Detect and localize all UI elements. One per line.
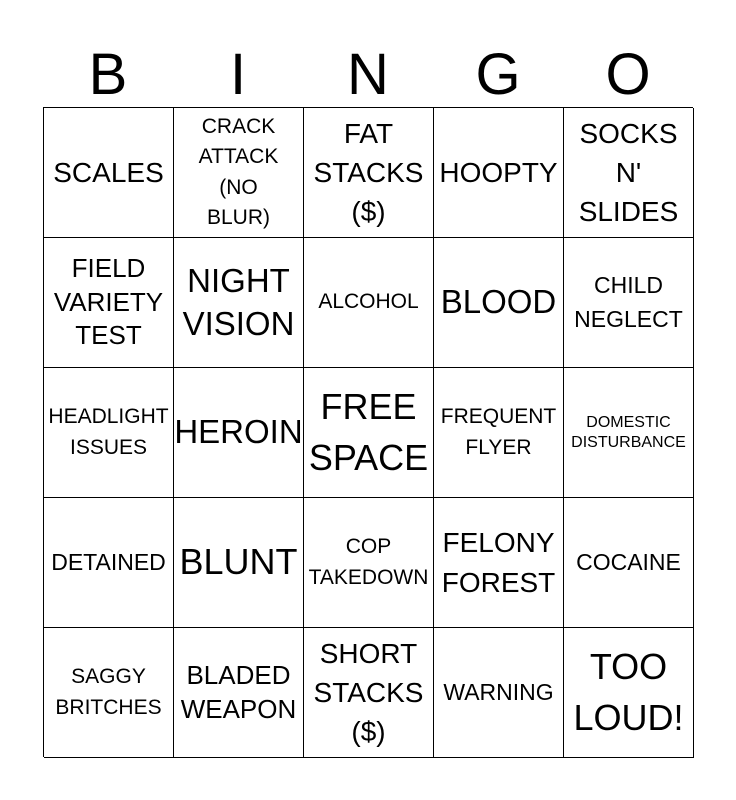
bingo-cell[interactable]: HOOPTY: [434, 108, 564, 238]
bingo-cell[interactable]: FREQUENT FLYER: [434, 368, 564, 498]
bingo-cell[interactable]: BLADED WEAPON: [174, 628, 304, 758]
bingo-cell[interactable]: FAT STACKS ($): [304, 108, 434, 238]
bingo-cell[interactable]: SHORT STACKS ($): [304, 628, 434, 758]
bingo-cell[interactable]: CHILD NEGLECT: [564, 238, 694, 368]
bingo-cell[interactable]: SCALES: [44, 108, 174, 238]
bingo-board: [43, 107, 693, 757]
bingo-header: [43, 42, 693, 108]
header-letter-n: N: [347, 42, 389, 107]
header-letter-g: G: [475, 42, 521, 107]
header-letter-o: O: [605, 42, 651, 107]
bingo-cell[interactable]: ALCOHOL: [304, 238, 434, 368]
bingo-cell[interactable]: DOMESTIC DISTURBANCE: [564, 368, 694, 498]
bingo-cell[interactable]: SAGGY BRITCHES: [44, 628, 174, 758]
bingo-cell[interactable]: COP TAKEDOWN: [304, 498, 434, 628]
bingo-cell[interactable]: BLOOD: [434, 238, 564, 368]
header-letter-b: B: [88, 42, 128, 107]
free-space-cell[interactable]: FREE SPACE: [304, 368, 434, 498]
bingo-cell[interactable]: FIELD VARIETY TEST: [44, 238, 174, 368]
bingo-cell[interactable]: CRACK ATTACK (NO BLUR): [174, 108, 304, 238]
bingo-cell[interactable]: BLUNT: [174, 498, 304, 628]
bingo-cell[interactable]: NIGHT VISION: [174, 238, 304, 368]
bingo-cell[interactable]: COCAINE: [564, 498, 694, 628]
bingo-cell[interactable]: DETAINED: [44, 498, 174, 628]
bingo-cell[interactable]: FELONY FOREST: [434, 498, 564, 628]
bingo-cell[interactable]: SOCKS N' SLIDES: [564, 108, 694, 238]
bingo-cell[interactable]: HEROIN: [174, 368, 304, 498]
header-letter-i: I: [229, 42, 247, 107]
bingo-cell[interactable]: WARNING: [434, 628, 564, 758]
bingo-cell[interactable]: TOO LOUD!: [564, 628, 694, 758]
bingo-cell[interactable]: HEADLIGHT ISSUES: [44, 368, 174, 498]
